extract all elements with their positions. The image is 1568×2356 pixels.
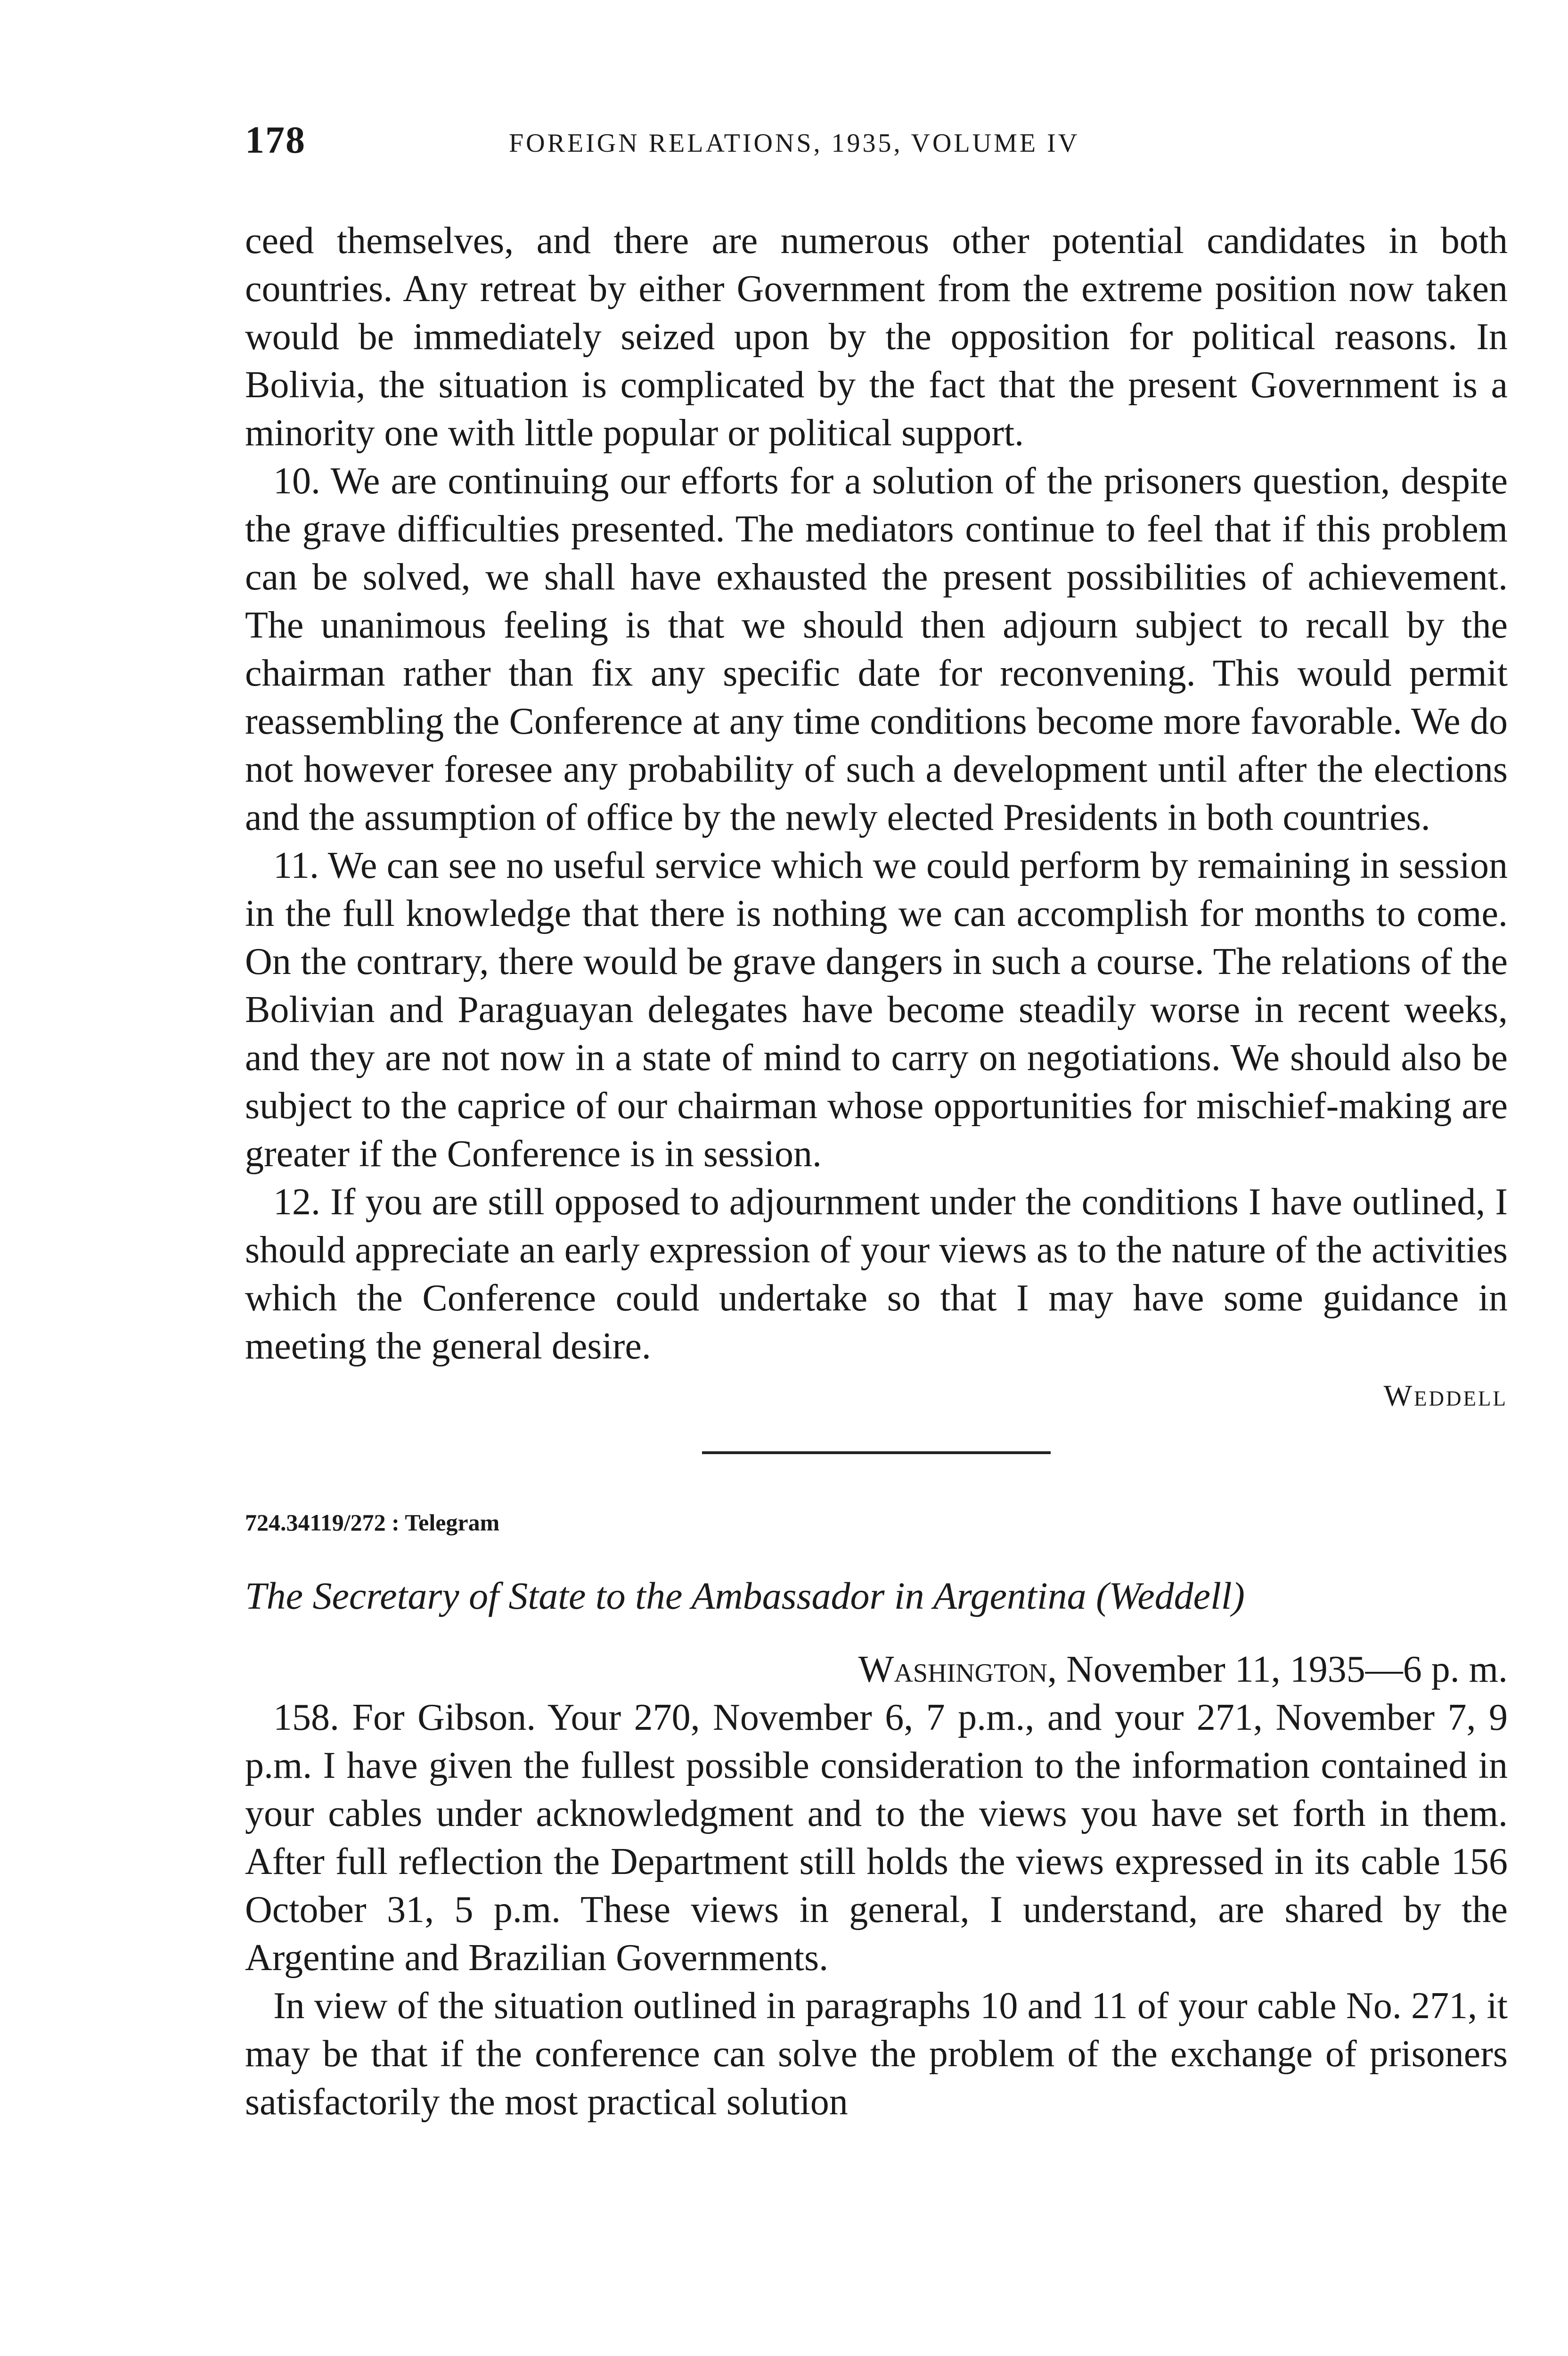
- book-page: [245, 118, 1508, 2126]
- running-title: FOREIGN RELATIONS, 1935, VOLUME IV: [509, 129, 1080, 158]
- signature-name: Weddell: [1383, 1379, 1508, 1412]
- section-divider: [702, 1451, 1051, 1454]
- file-reference: 724.34119/272 : Telegram: [245, 1509, 500, 1536]
- dateline-date: , November 11, 1935—6 p. m.: [1047, 1649, 1508, 1690]
- paragraph-11: 11. We can see no useful service which we could perform by remaining in session in the full knowledge that there is nothing we can accomplish for months to come. On the contrary, there would be grave dangers in such a course. The relations of the Bolivian and Paraguayan delegates have become steadily worse in recent weeks, and they are not now in a state of mind to carry on negotiations. We should also be subject to the caprice of our chairman whose opportunities for mischief-making are greater if the Conference is in session.: [245, 845, 1508, 1175]
- paragraph-continuation: ceed themselves, and there are numerous other potential candidates in both countries. Any retreat by either Government from the extreme position now taken would be immediately seized upon by the opposition for political reasons. In Bolivia, the situation is complicated by the fact that the present Government is a minority one with little popular or political support.: [245, 220, 1508, 454]
- paragraph-10: 10. We are continuing our efforts for a solution of the prisoners question, despite the grave difficulties presented. The mediators continue to feel that if this problem can be solved, we shall have exhausted the present possibilities of achievement. The unanimous feeling is that we should then adjourn subject to recall by the chairman rather than fix any specific date for reconvening. This would permit reassembling the Conference at any time conditions become more favorable. We do not however foresee any probability of such a development until after the elections and the assumption of office by the newly elected Presidents in both countries.: [245, 460, 1508, 838]
- telegram-paragraph-2: In view of the situation outlined in paragraphs 10 and 11 of your cable No. 271, it may be that if the conference can solve the problem of the exchange of prisoners satisfactorily the most practical solution: [245, 1985, 1508, 2123]
- paragraph-12: 12. If you are still opposed to adjournment under the conditions I have outlined, I should appreciate an early expression of your views as to the nature of the activities which the Conference could undertake so that I may have some guidance in meeting the general desire.: [245, 1181, 1508, 1367]
- running-head: [245, 118, 1508, 170]
- page-number: 178: [245, 118, 306, 161]
- document-heading: The Secretary of State to the Ambassador in Argentina (Weddell): [245, 1574, 1245, 1617]
- signature: [245, 1372, 1508, 1419]
- telegram-paragraph-158: 158. For Gibson. Your 270, November 6, 7 p.m., and your 271, November 7, 9 p.m. I have given the fullest possible consideration to the information contained in your cables under acknowledgment and to the views you have set forth in them. After full reflection the Department still holds the views expressed in its cable 156 October 31, 5 p.m. These views in general, I understand, are shared by the Argentine and Brazilian Governments.: [245, 1697, 1508, 1979]
- dateline: [245, 1645, 1508, 1693]
- continued-telegram: [245, 217, 1508, 1419]
- dateline-place: Washington: [858, 1649, 1048, 1690]
